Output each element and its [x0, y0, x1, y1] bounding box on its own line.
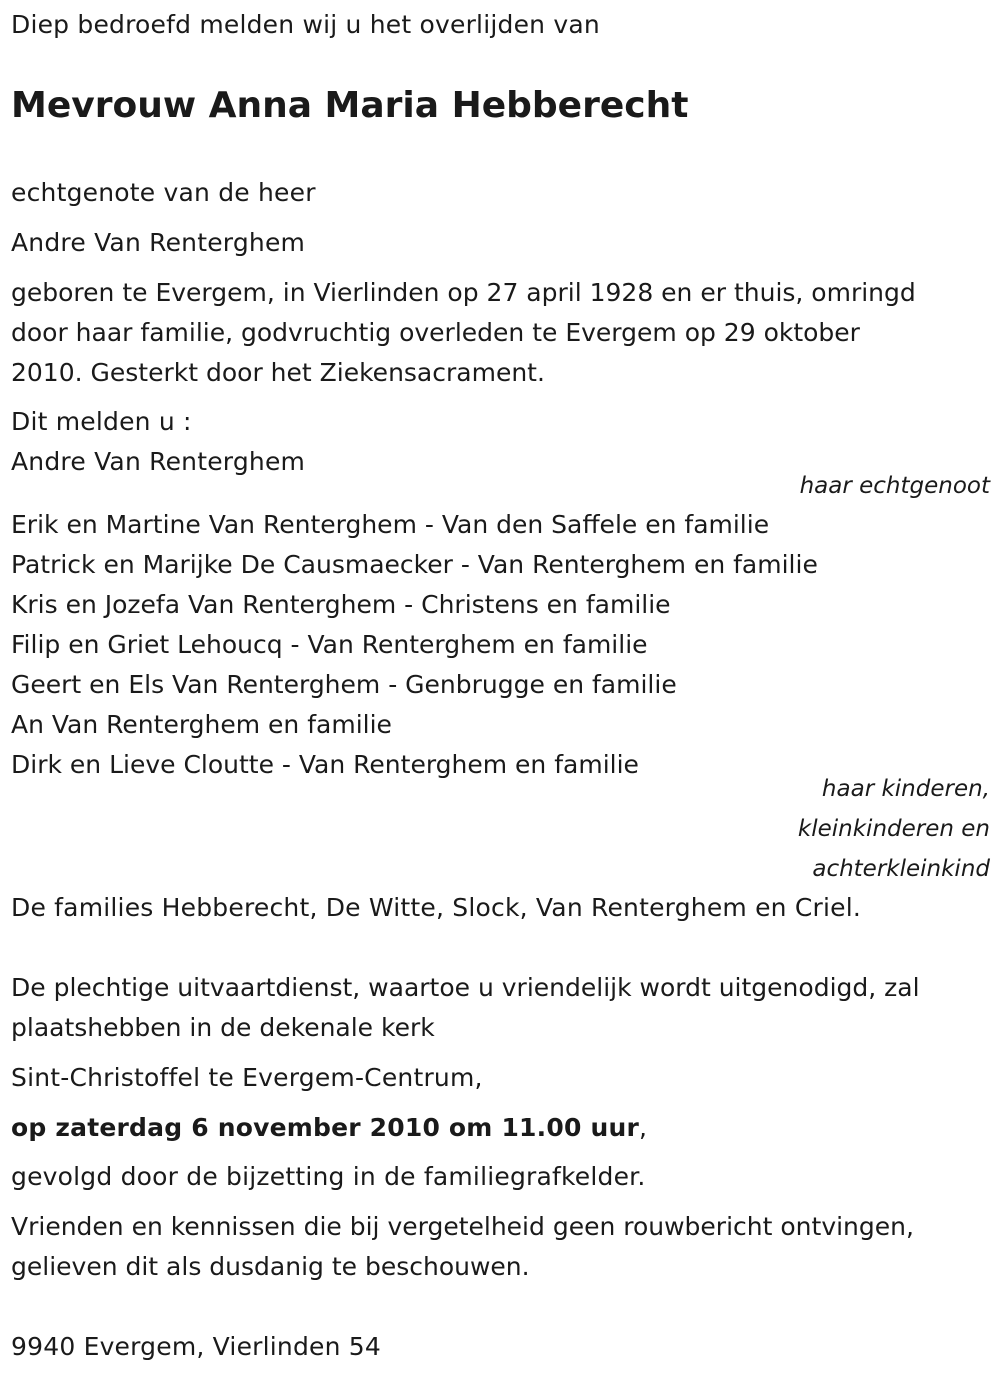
list-item: Dirk en Lieve Cloutte - Van Renterghem en familie [11, 750, 639, 779]
friends-line: Vrienden en kennissen die bij vergetelheid geen rouwbericht ontvingen, [11, 1212, 914, 1241]
list-item: Filip en Griet Lehoucq - Van Renterghem en familie [11, 630, 648, 659]
children-role-line-1: haar kinderen, [821, 776, 990, 802]
ceremony-date-bold: op zaterdag 6 november 2010 om 11.00 uur [11, 1113, 639, 1142]
birth-death-line: door haar familie, godvruchtig overleden te Evergem op 29 oktober [11, 318, 860, 347]
ceremony-date-suffix: , [638, 1113, 648, 1142]
church-name: Sint-Christoffel te Evergem-Centrum, [11, 1063, 483, 1092]
birth-death-paragraph [11, 273, 916, 393]
deceased-name: Mevrouw Anna Maria Hebberecht [11, 85, 689, 126]
ceremony-paragraph [11, 968, 920, 1048]
list-item: Erik en Martine Van Renterghem - Van den Saffele en familie [11, 510, 770, 539]
spouse-name: Andre Van Renterghem [11, 228, 306, 257]
birth-death-line: geboren te Evergem, in Vierlinden op 27 april 1928 en er thuis, omringd [11, 278, 916, 307]
children-role-line-3: achterkleinkind [812, 856, 990, 882]
announced-by: Dit melden u : [11, 407, 192, 436]
list-item: Patrick en Marijke De Causmaecker - Van Renterghem en familie [11, 550, 818, 579]
husband-name: Andre Van Renterghem [11, 447, 306, 476]
list-item: Geert en Els Van Renterghem - Genbrugge en familie [11, 670, 677, 699]
friends-paragraph [11, 1207, 914, 1287]
ceremony-line: plaatshebben in de dekenale kerk [11, 1013, 435, 1042]
address: 9940 Evergem, Vierlinden 54 [11, 1332, 382, 1361]
families-text: De families Hebberecht, De Witte, Slock, Van Renterghem en Criel. [11, 893, 862, 922]
friends-line: gelieven dit als dusdanig te beschouwen. [11, 1252, 530, 1281]
list-item: An Van Renterghem en familie [11, 710, 392, 739]
husband-role: haar echtgenoot [799, 473, 990, 499]
children-list [11, 505, 818, 785]
birth-death-line: 2010. Gesterkt door het Ziekensacrament. [11, 358, 545, 387]
burial-text: gevolgd door de bijzetting in de familiegrafkelder. [11, 1162, 646, 1191]
children-role-line-2: kleinkinderen en [797, 816, 990, 842]
ceremony-date [11, 1108, 647, 1148]
list-item: Kris en Jozefa Van Renterghem - Christens en familie [11, 590, 671, 619]
spouse-intro: echtgenote van de heer [11, 178, 316, 207]
intro-text: Diep bedroefd melden wij u het overlijden van [11, 10, 600, 39]
ceremony-line: De plechtige uitvaartdienst, waartoe u vriendelijk wordt uitgenodigd, zal [11, 973, 920, 1002]
